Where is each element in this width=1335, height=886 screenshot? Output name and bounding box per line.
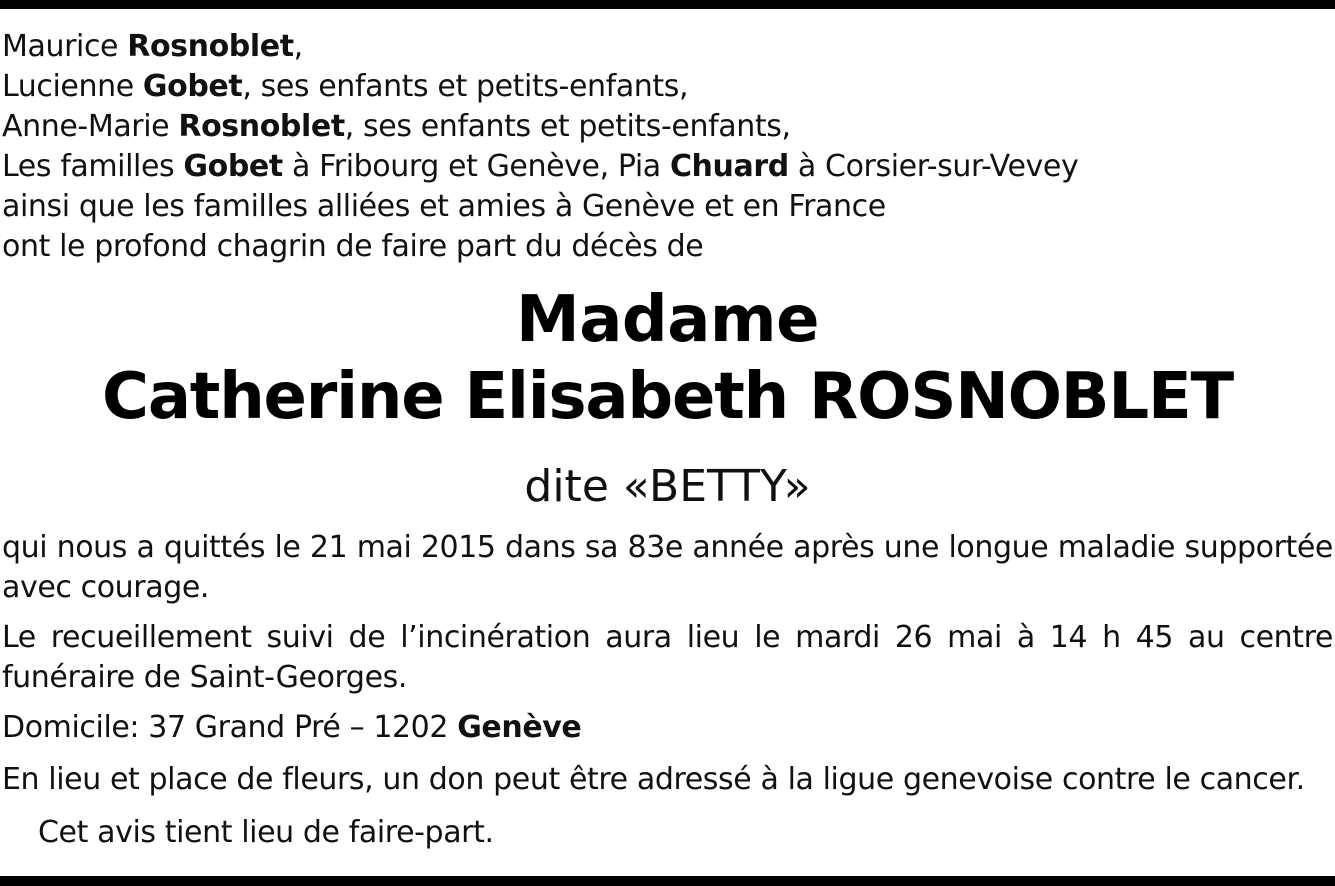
domicile-address: Domicile: 37 Grand Pré – 1202 [2, 710, 458, 745]
intro-line-lucienne [2, 67, 1333, 107]
domicile-line [2, 708, 1333, 748]
intro-line-families [2, 147, 1333, 187]
donation-line: En lieu et place de fleurs, un don peut être adressé à la ligue genevoise contre le cancer. [2, 762, 1305, 797]
passing-line-2: avec courage. [2, 570, 210, 605]
intro-line3-pre: Anne-Marie [2, 109, 179, 144]
intro-line1-post: , [293, 29, 303, 64]
domicile-city: Genève [457, 710, 582, 745]
closing-paragraph [38, 813, 1335, 853]
intro-line-anne-marie [2, 107, 1333, 147]
intro-line3-surname: Rosnoblet [178, 109, 345, 144]
intro-family-list [2, 27, 1333, 267]
intro-line-maurice [2, 27, 1333, 67]
intro-line-announcement: ont le profond chagrin de faire part du décès de [2, 229, 704, 264]
deceased-full-name: Catherine Elisabeth ROSNOBLET [102, 360, 1233, 434]
ceremony-line-1: Le recueillement suivi de l’incinération aura lieu le mardi 26 mai à 14 h 45 au centre [2, 620, 1333, 655]
passing-line-1: qui nous a quittés le 21 mai 2015 dans sa 83e année après une longue maladie supportée [2, 530, 1333, 565]
intro-line3-post: , ses enfants et petits-enfants, [344, 109, 791, 144]
ceremony-line-2: funéraire de Saint-Georges. [2, 660, 407, 695]
intro-line2-surname: Gobet [142, 69, 243, 104]
intro-line4-mid: à Fribourg et Genève, Pia [282, 149, 670, 184]
intro-line4-surname2: Chuard [669, 149, 789, 184]
intro-line1-pre: Maurice [2, 29, 128, 64]
intro-line1-surname: Rosnoblet [127, 29, 294, 64]
top-rule [0, 0, 1335, 9]
intro-line4-pre: Les familles [2, 149, 184, 184]
intro-line-allied-families: ainsi que les familles alliées et amies à Genève et en France [2, 189, 886, 224]
domicile-paragraph [2, 708, 1333, 748]
intro-line4-post: à Corsier-sur-Vevey [788, 149, 1079, 184]
deceased-honorific: Madame [516, 283, 819, 357]
passing-paragraph [2, 528, 1333, 608]
intro-line2-pre: Lucienne [2, 69, 143, 104]
donation-paragraph [2, 760, 1333, 800]
intro-line4-surname: Gobet [183, 149, 283, 184]
intro-line2-post: , ses enfants et petits-enfants, [242, 69, 689, 104]
deceased-nickname: dite «BETTY» [524, 461, 811, 512]
closing-line: Cet avis tient lieu de faire-part. [38, 815, 494, 850]
bottom-rule [0, 876, 1335, 886]
ceremony-paragraph [2, 618, 1333, 698]
